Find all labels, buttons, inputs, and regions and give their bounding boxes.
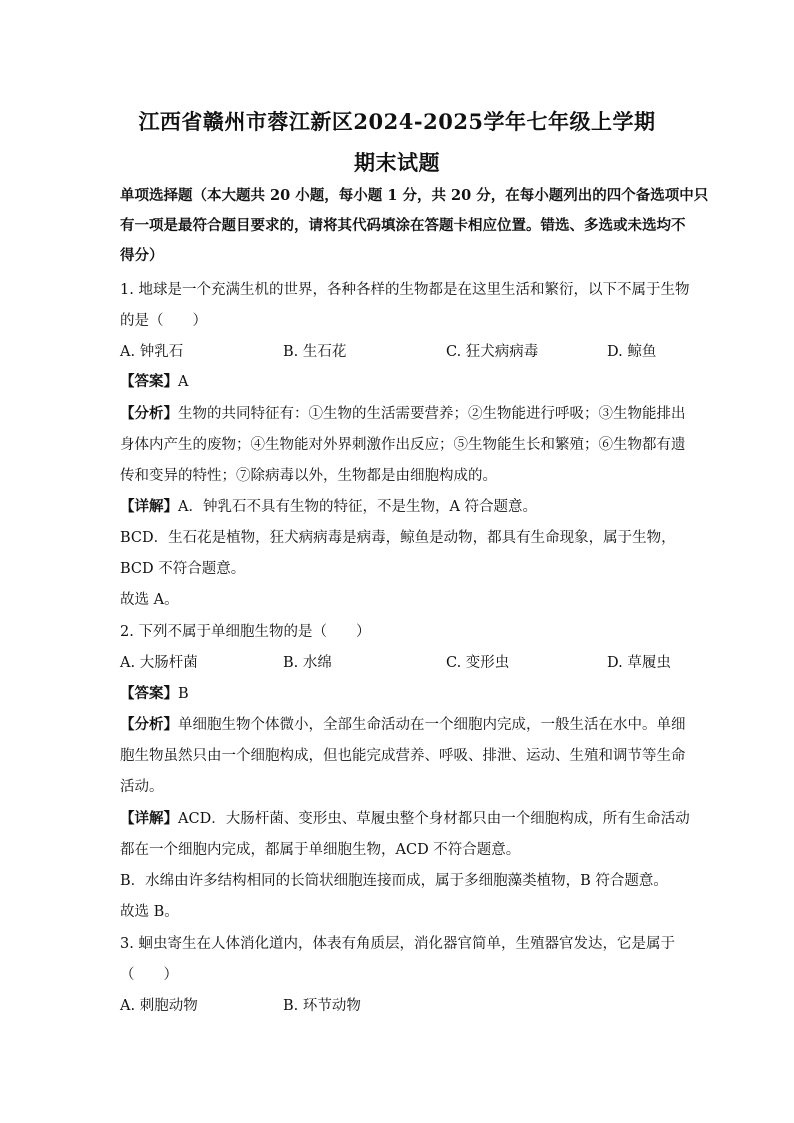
q3-option-b: B. 环节动物: [283, 998, 361, 1014]
q2-analysis-tag: 【分析】: [120, 716, 178, 733]
document-title-line-2: 期末试题: [354, 150, 440, 175]
q1-answer-tag: 【答案】: [120, 373, 178, 390]
q2-option-d: D. 草履虫: [607, 655, 671, 671]
q1-analysis-text-1: 生物的共同特征有：①生物的生活需要营养；②生物能进行呼吸；③生物能排出: [178, 406, 686, 422]
q1-option-a: A. 钟乳石: [120, 344, 184, 360]
q2-detail-line-2: 都在一个细胞内完成，都属于单细胞生物，ACD 不符合题意。: [120, 842, 521, 858]
q2-detail-line-3: B．水绵由许多结构相同的长筒状细胞连接而成，属于多细胞藻类植物，B 符合题意。: [120, 873, 668, 889]
q1-detail-text-1: A．钟乳石不具有生物的特征，不是生物，A 符合题意。: [178, 499, 538, 515]
q1-option-d: D. 鲸鱼: [607, 344, 657, 360]
q2-analysis-line-2: 胞生物虽然只由一个细胞构成，但也能完成营养、呼吸、排泄、运动、生殖和调节等生命: [120, 748, 686, 764]
q2-analysis-text-1: 单细胞生物个体微小，全部生命活动在一个细胞内完成，一般生活在水中。单细: [178, 717, 686, 733]
q3-stem-line-1: 3. 蛔虫寄生在人体消化道内，体表有角质层，消化器官简单，生殖器官发达，它是属于: [120, 936, 675, 952]
q2-analysis-line-3: 活动。: [120, 779, 164, 795]
q1-detail-tag: 【详解】: [120, 498, 178, 515]
q2-detail-line-4: 故选 B。: [120, 904, 179, 920]
q1-answer-value: A: [178, 374, 189, 390]
document-title-line-1: 江西省赣州市蓉江新区2024-2025学年七年级上学期: [138, 109, 656, 134]
q1-analysis-tag: 【分析】: [120, 405, 178, 422]
q2-option-b: B. 水绵: [283, 655, 332, 671]
q2-answer-tag: 【答案】: [120, 685, 178, 702]
q2-analysis-line-1: [120, 715, 686, 735]
q1-answer: [120, 372, 188, 392]
q2-option-c: C. 变形虫: [446, 655, 510, 671]
section-header-line-1: 单项选择题（本大题共 20 小题，每小题 1 分，共 20 分，在每小题列出的四个备选项中只: [120, 187, 709, 204]
q2-detail-text-1: ACD．大肠杆菌、变形虫、草履虫整个身材都只由一个细胞构成，所有生命活动: [178, 811, 690, 827]
q1-stem-line-2: 的是（ ）: [120, 313, 207, 329]
q1-analysis-line-2: 身体内产生的废物；④生物能对外界刺激作出反应；⑤生物能生长和繁殖；⑥生物都有遗: [120, 437, 686, 453]
q3-stem-line-2: （ ）: [120, 967, 178, 983]
q1-option-c: C. 狂犬病病毒: [446, 344, 539, 360]
q1-detail-line-1: [120, 497, 537, 517]
q1-detail-line-3: BCD 不符合题意。: [120, 561, 246, 577]
q1-analysis-line-3: 传和变异的特性；⑦除病毒以外，生物都是由细胞构成的。: [120, 468, 497, 484]
q1-detail-line-4: 故选 A。: [120, 592, 179, 608]
q2-stem-line-1: 2. 下列不属于单细胞生物的是（ ）: [120, 624, 371, 640]
q1-analysis-line-1: [120, 404, 686, 424]
q1-stem-line-1: 1. 地球是一个充满生机的世界，各种各样的生物都是在这里生活和繁衍，以下不属于生物: [120, 282, 690, 298]
section-header-line-3: 得分）: [120, 247, 164, 264]
q2-answer-value: B: [178, 686, 189, 702]
q3-option-a: A. 刺胞动物: [120, 998, 198, 1014]
q2-option-a: A. 大肠杆菌: [120, 655, 198, 671]
q2-detail-line-1: [120, 809, 690, 829]
q1-detail-line-2: BCD．生石花是植物，狂犬病病毒是病毒，鲸鱼是动物，都具有生命现象，属于生物，: [120, 530, 676, 546]
q2-detail-tag: 【详解】: [120, 810, 178, 827]
section-header-line-2: 有一项是最符合题目要求的，请将其代码填涂在答题卡相应位置。错选、多选或未选均不: [120, 217, 686, 234]
q2-answer: [120, 684, 189, 704]
q1-option-b: B. 生石花: [283, 344, 347, 360]
